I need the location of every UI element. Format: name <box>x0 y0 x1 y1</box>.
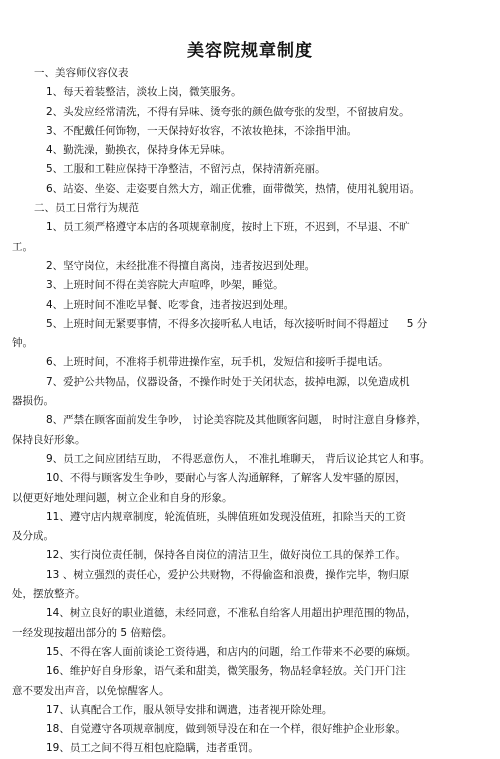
list-item-text: 5、上班时间无紧要事情，不得多次接听私人电话，每次接听时间不得超过 <box>46 317 389 330</box>
list-item: 7、爱护公共物品，仪器设备，不操作时处于关闭状态，拔掉电源，以免造成机 <box>46 375 410 388</box>
document-body <box>12 64 490 759</box>
list-item: 4、勤洗澡，勤换衣，保持身体无异味。 <box>46 144 232 157</box>
list-item: 12、实行岗位责任制，保持各自岗位的清洁卫生，做好岗位工具的保养工作。 <box>46 549 406 562</box>
document-title: 美容院规章制度 <box>187 41 313 61</box>
section-heading-appearance: 一、美容师仪容仪表 <box>34 67 129 79</box>
list-item: 19、员工之间不得互相包庇隐瞒，违者重罚。 <box>46 742 259 755</box>
list-item: 4、上班时间不准吃早餐、吃零食，违者按迟到处理。 <box>46 298 295 311</box>
list-item: 10、不得与顾客发生争吵，要耐心与客人沟通解释，了解客人发牢骚的原因， <box>46 472 406 485</box>
list-item-continuation: 一经发现按超出部分的 5 倍赔偿。 <box>12 626 173 639</box>
list-item-continuation: 保持良好形象。 <box>12 433 86 446</box>
list-item: 6、站姿、坐姿、走姿要自然大方，端正优雅，面带微笑，热情，使用礼貌用语。 <box>46 182 421 195</box>
list-item: 6、上班时间，不准将手机带进操作室，玩手机，发短信和接听手提电话。 <box>46 356 389 369</box>
list-item: 16、维护好自身形象，语气柔和甜美，微笑服务，物品轻拿轻放。关门开门注 <box>46 665 406 678</box>
list-item: 13 、树立强烈的责任心，爱护公共财物，不得偷盗和浪费，操作完毕，物归原 <box>46 568 410 581</box>
list-item: 11、遵守店内规章制度，轮流值班，头牌值班如发现没值班，扣除当天的工资 <box>46 510 406 523</box>
list-item: 1、员工须严格遵守本店的各项规章制度，按时上下班，不迟到，不早退、不旷 <box>46 221 410 234</box>
list-item-continuation: 器损伤。 <box>12 395 54 408</box>
list-item-tail: 5 分 <box>406 317 428 330</box>
list-item: 5、工服和工鞋应保持干净整洁，不留污点，保持清新亮丽。 <box>46 163 326 176</box>
list-item-continuation: 工。 <box>12 240 33 253</box>
list-item: 8、严禁在顾客面前发生争吵， 讨论美容院及其他顾客问题， 时时注意自身修养， <box>46 414 427 427</box>
list-item-continuation: 钟。 <box>12 337 33 350</box>
list-item-continuation: 处，摆放整齐。 <box>12 588 86 601</box>
list-item: 17、认真配合工作，服从领导安排和调遣，违者视开除处理。 <box>46 703 333 716</box>
list-item-continuation: 及分成。 <box>12 530 54 543</box>
list-item: 2、坚守岗位，未经批准不得擅自离岗，违者按迟到处理。 <box>46 259 316 272</box>
list-item: 14、树立良好的职业道德，未经同意，不准私自给客人用超出护理范围的物品， <box>46 607 417 620</box>
list-item: 1、每天着装整洁，淡妆上岗，微笑服务。 <box>46 86 242 99</box>
list-item-continuation: 以便更好地处理问题，树立企业和自身的形象。 <box>12 491 233 504</box>
list-item: 9、员工之间应团结互助， 不得恶意伤人， 不准扎堆聊天， 背后议论其它人和事。 <box>46 452 431 465</box>
list-item: 3、不配戴任何饰物，一天保持好妆容，不浓妆艳抹，不涂指甲油。 <box>46 124 358 137</box>
list-item: 3、上班时间不得在美容院大声喧哗，吵架，睡觉。 <box>46 279 284 292</box>
list-item: 2、头发应经常清洗，不得有异味、烫夸张的颜色做夸张的发型，不留披肩发。 <box>46 105 410 118</box>
section-heading-conduct: 二、员工日常行为规范 <box>34 202 139 215</box>
list-item: 18、自觉遵守各项规章制度，做到领导没在和在一个样，很好维护企业形象。 <box>46 723 406 736</box>
list-item-continuation: 意不要发出声音，以免惊醒客人。 <box>12 684 170 697</box>
list-item: 15、不得在客人面前谈论工资待遇，和店内的问题，给工作带来不必要的麻烦。 <box>46 645 417 658</box>
list-item <box>12 315 490 334</box>
